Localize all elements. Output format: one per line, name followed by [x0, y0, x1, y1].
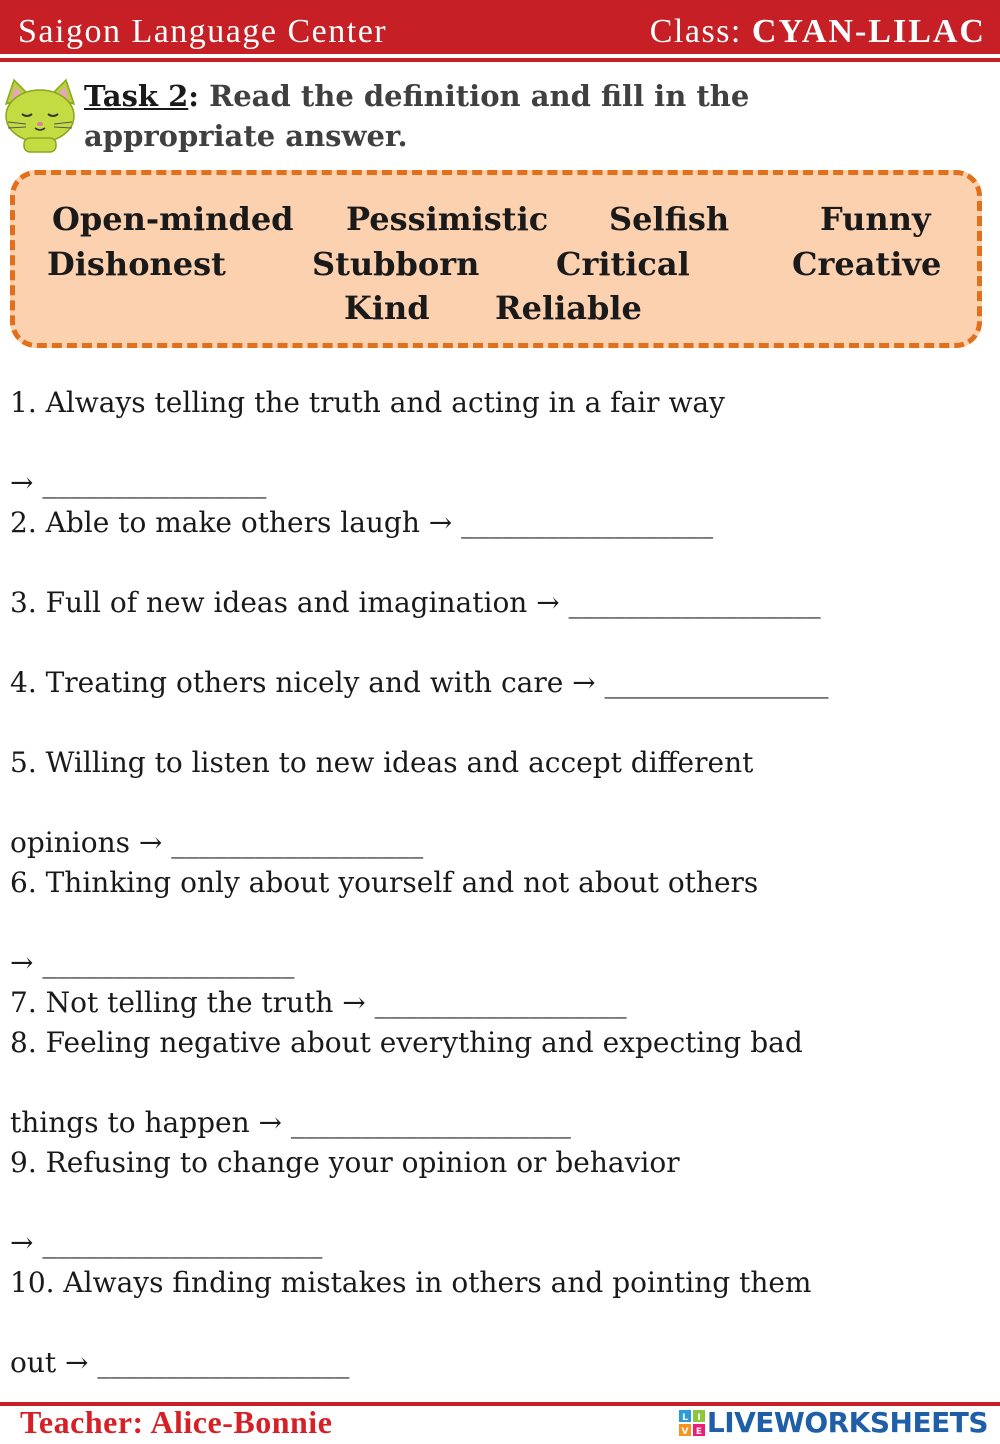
sleeping-cat-icon [0, 74, 80, 154]
question-10-text: 10. Always finding mistakes in others and pointing them [10, 1266, 812, 1299]
word-bank-item: Selfish [609, 200, 730, 238]
question-9-answer[interactable]: → ____________________ [10, 1226, 323, 1259]
school-name: Saigon Language Center [18, 13, 388, 50]
question-5-text: 5. Willing to listen to new ideas and accept different [10, 746, 754, 779]
question-8-text: 8. Feeling negative about everything and expecting bad [10, 1026, 803, 1059]
word-bank-item: Dishonest [47, 245, 226, 283]
task-text-line2: appropriate answer. [84, 119, 408, 153]
question-9-text: 9. Refusing to change your opinion or behavior [10, 1146, 680, 1179]
question-5-answer[interactable]: opinions → __________________ [10, 826, 424, 859]
question-6-text: 6. Thinking only about yourself and not about others [10, 866, 759, 899]
task-instruction [84, 76, 984, 156]
question-6-answer[interactable]: → __________________ [10, 946, 295, 979]
task-text-line1: Read the definition and fill in the [209, 79, 750, 113]
logo-letter: E [695, 1426, 702, 1436]
question-1-text: 1. Always telling the truth and acting in a fair way [10, 386, 725, 419]
class-label: Class: [649, 13, 742, 50]
class-name: CYAN-LILAC [751, 13, 986, 50]
logo-letter: I [697, 1412, 701, 1423]
liveworksheets-logo-icon [679, 1410, 705, 1436]
task-colon: : [188, 79, 200, 113]
question-3[interactable]: 3. Full of new ideas and imagination → __________________ [10, 586, 821, 619]
word-bank-item: Stubborn [312, 245, 480, 283]
word-bank-item: Critical [556, 245, 690, 283]
question-7[interactable]: 7. Not telling the truth → __________________ [10, 986, 627, 1019]
word-bank [10, 170, 982, 348]
question-8-answer[interactable]: things to happen → ____________________ [10, 1106, 571, 1139]
brand-name: LIVEWORKSHEETS [706, 1406, 988, 1439]
word-bank-item: Pessimistic [346, 200, 549, 238]
logo-letter: L [682, 1412, 688, 1423]
class-info [650, 13, 986, 51]
teacher-name: Teacher: Alice-Bonnie [20, 1404, 333, 1440]
word-bank-item: Open-minded [52, 200, 294, 238]
word-bank-item: Reliable [495, 289, 642, 327]
word-bank-item: Funny [820, 200, 931, 238]
question-4[interactable]: 4. Treating others nicely and with care → ________________ [10, 666, 829, 699]
task-label: Task 2 [84, 79, 189, 113]
liveworksheets-brand[interactable] [679, 1406, 988, 1439]
question-10-answer[interactable]: out → __________________ [10, 1346, 350, 1379]
question-1-answer[interactable]: → ________________ [10, 466, 267, 499]
logo-letter: V [681, 1426, 689, 1436]
word-bank-item: Kind [344, 289, 430, 327]
word-bank-item: Creative [792, 245, 942, 283]
header-divider [0, 58, 1000, 62]
question-2[interactable]: 2. Able to make others laugh → __________________ [10, 506, 714, 539]
